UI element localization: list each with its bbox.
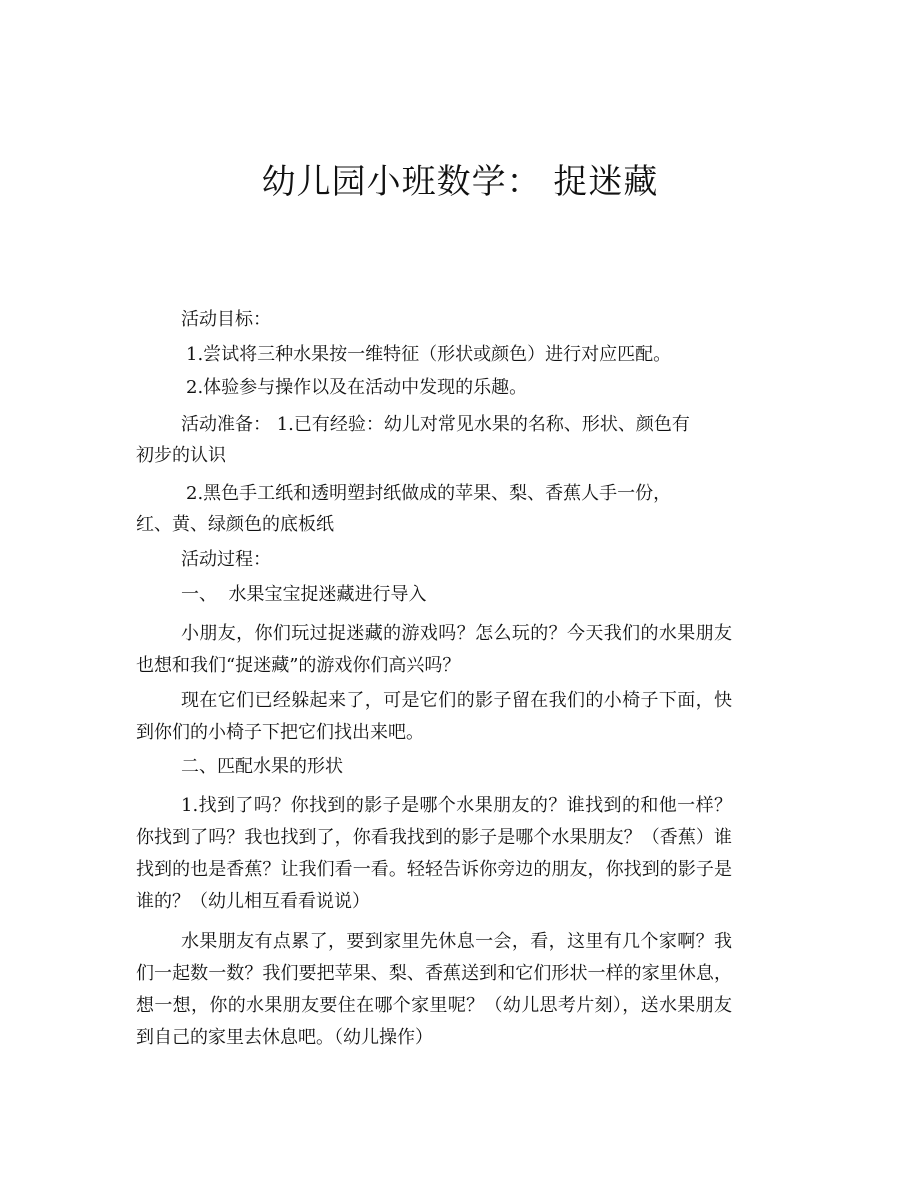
prep-2-line-2: 红、黄、绿颜色的底板纸 <box>136 514 334 535</box>
process-heading: 活动过程： <box>181 549 271 570</box>
goal-item-1: 1.尝试将三种水果按一维特征（形状或颜色）进行对应匹配。 <box>186 344 672 365</box>
paragraph-1: 小朋友，你们玩过捉迷藏的游戏吗？怎么玩的？今天我们的水果朋友也想和我们“捉迷藏”的游戏你们高兴吗？ <box>136 623 732 676</box>
prep-line-2: 初步的认识 <box>136 445 226 466</box>
section-2-heading: 二、匹配水果的形状 <box>181 756 343 777</box>
paragraph-3: 1.找到了吗？你找到的影子是哪个水果朋友的？谁找到的和他一样？你找到了吗？我也找到了，你看我找到的影子是哪个水果朋友？（香蕉）谁找到的也是香蕉？让我们看一看。轻轻告诉你旁边的朋友，你找到的影子是谁的？（幼儿相互看看说说） <box>136 795 732 912</box>
prep-2-line-1: 2.黑色手工纸和透明塑封纸做成的苹果、梨、香蕉人手一份， <box>186 483 672 504</box>
document-title: 幼儿园小班数学： 捉迷藏 <box>261 162 659 202</box>
paragraph-4: 水果朋友有点累了，要到家里先休息一会，看，这里有几个家啊？我们一起数一数？我们要把苹果、梨、香蕉送到和它们形状一样的家里休息，想一想，你的水果朋友要住在哪个家里呢？（幼儿思考片刻），送水果朋友到自己的家里去休息吧。（幼儿操作） <box>136 931 732 1048</box>
goals-heading: 活动目标： <box>181 309 271 330</box>
prep-line-1: 活动准备： 1.已有经验：幼儿对常见水果的名称、形状、颜色有 <box>181 414 690 435</box>
section-1-heading: 一、 水果宝宝捉迷藏进行导入 <box>181 584 427 605</box>
goal-item-2: 2.体验参与操作以及在活动中发现的乐趣。 <box>186 377 528 398</box>
paragraph-2: 现在它们已经躲起来了，可是它们的影子留在我们的小椅子下面，快到你们的小椅子下把它们找出来吧。 <box>136 690 732 743</box>
